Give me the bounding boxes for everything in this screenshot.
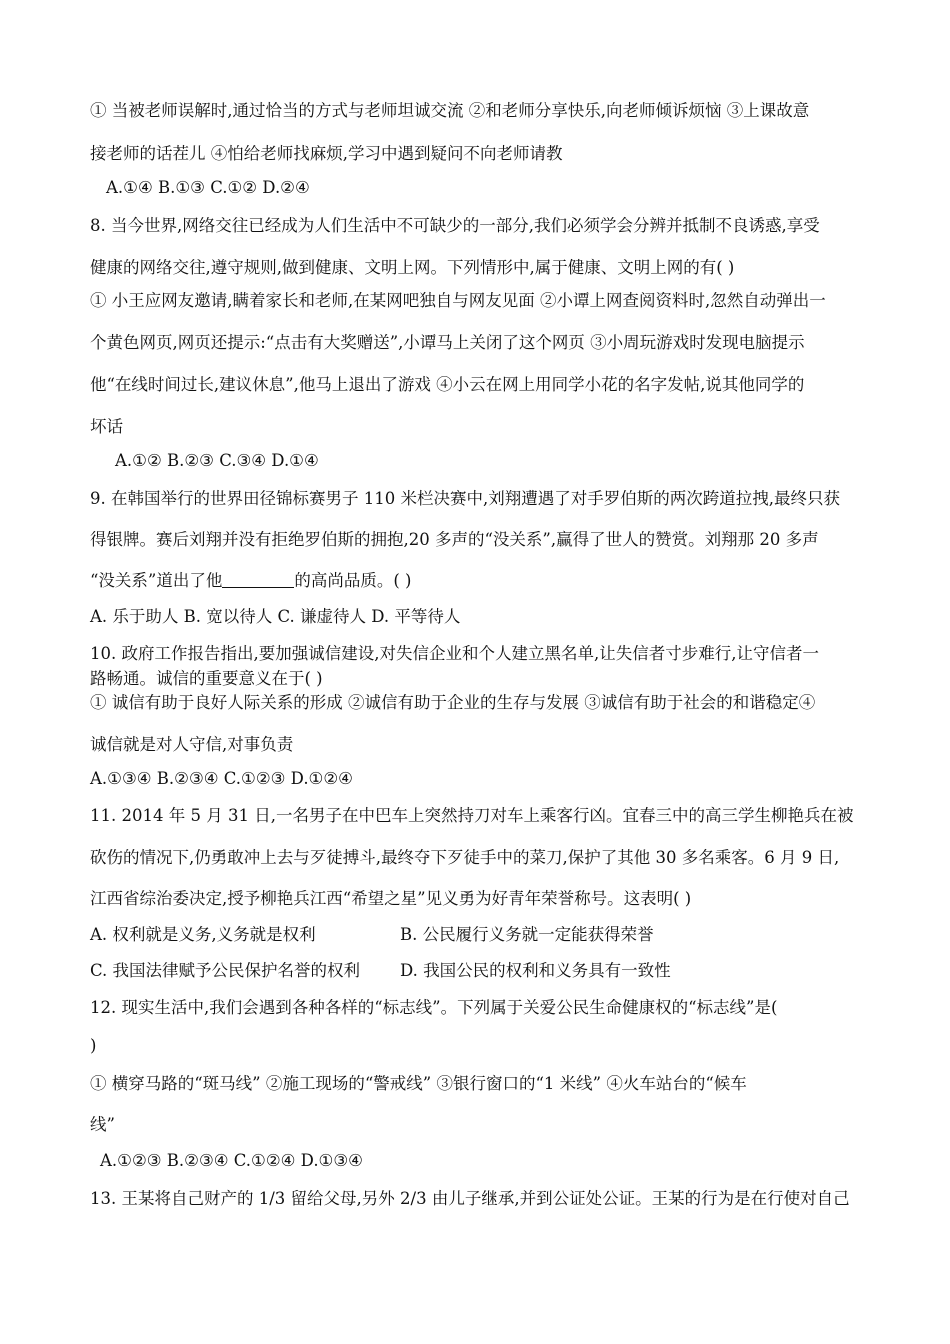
q8-options: A.①② B.②③ C.③④ D.①④ bbox=[115, 451, 319, 470]
q11-line-2: 砍伤的情况下,仍勇敢冲上去与歹徒搏斗,最终夺下歹徒手中的菜刀,保护了其他 30 多名乘客。6 月 9 日, bbox=[90, 848, 840, 867]
q12-options: A.①②③ B.②③④ C.①②④ D.①③④ bbox=[100, 1151, 363, 1170]
answer-blank bbox=[222, 571, 294, 588]
q8-line-4: 个黄色网页,网页还提示:“点击有大奖赠送”,小谭马上关闭了这个网页 ③小周玩游戏时发现电脑提示 bbox=[90, 333, 805, 352]
q8-line-3: ① 小王应网友邀请,瞒着家长和老师,在某网吧独自与网友见面 ②小谭上网查阅资料时,忽然自动弹出一 bbox=[90, 291, 826, 310]
q11-option-d: D. 我国公民的权利和义务具有一致性 bbox=[400, 961, 671, 980]
q12-line-4: 线” bbox=[90, 1115, 115, 1134]
q8-line-1: 8. 当今世界,网络交往已经成为人们生活中不可缺少的一部分,我们必须学会分辨并抵制不良诱惑,享受 bbox=[90, 216, 820, 235]
q11-line-3: 江西省综治委决定,授予柳艳兵江西“希望之星”见义勇为好青年荣誉称号。这表明( ) bbox=[90, 889, 692, 908]
q12-line-1: 12. 现实生活中,我们会遇到各种各样的“标志线”。下列属于关爱公民生命健康权的“标志线”是( bbox=[90, 998, 778, 1017]
q9-line-3-end: 的高尚品质。( ) bbox=[294, 571, 412, 590]
q10-line-4: 诚信就是对人守信,对事负责 bbox=[90, 735, 294, 754]
q9-line-3 bbox=[90, 570, 412, 592]
q9-options: A. 乐于助人 B. 宽以待人 C. 谦虚待人 D. 平等待人 bbox=[90, 607, 461, 626]
q12-line-3: ① 横穿马路的“斑马线” ②施工现场的“警戒线” ③银行窗口的“1 米线” ④火车站台的“候车 bbox=[90, 1074, 747, 1093]
q8-line-6: 坏话 bbox=[90, 417, 123, 436]
q7-line-1: ① 当被老师误解时,通过恰当的方式与老师坦诚交流 ②和老师分享快乐,向老师倾诉烦恼 ③上课故意 bbox=[90, 101, 810, 120]
q12-line-2: ) bbox=[90, 1036, 97, 1055]
q9-line-3-start: “没关系”道出了他 bbox=[90, 571, 223, 590]
q9-line-1: 9. 在韩国举行的世界田径锦标赛男子 110 米栏决赛中,刘翔遭遇了对手罗伯斯的两次跨道拉拽,最终只获 bbox=[90, 489, 840, 508]
q10-line-1: 10. 政府工作报告指出,要加强诚信建设,对失信企业和个人建立黑名单,让失信者寸步难行,让守信者一 bbox=[90, 644, 819, 663]
q11-option-b: B. 公民履行义务就一定能获得荣誉 bbox=[400, 925, 654, 944]
q8-line-2: 健康的网络交往,遵守规则,做到健康、文明上网。下列情形中,属于健康、文明上网的有( ) bbox=[90, 258, 735, 277]
q7-line-2: 接老师的话茬儿 ④怕给老师找麻烦,学习中遇到疑问不向老师请教 bbox=[90, 144, 563, 163]
q8-line-5: 他“在线时间过长,建议休息”,他马上退出了游戏 ④小云在网上用同学小花的名字发帖,说其他同学的 bbox=[90, 375, 805, 394]
q10-line-3: ① 诚信有助于良好人际关系的形成 ②诚信有助于企业的生存与发展 ③诚信有助于社会的和谐稳定④ bbox=[90, 693, 816, 712]
q11-option-c: C. 我国法律赋予公民保护名誉的权利 bbox=[90, 961, 361, 980]
q11-line-1: 11. 2014 年 5 月 31 日,一名男子在中巴车上突然持刀对车上乘客行凶。宜春三中的高三学生柳艳兵在被 bbox=[90, 806, 854, 825]
q10-options: A.①③④ B.②③④ C.①②③ D.①②④ bbox=[90, 769, 353, 788]
q9-line-2: 得银牌。赛后刘翔并没有拒绝罗伯斯的拥抱,20 多声的“没关系”,赢得了世人的赞赏。刘翔那 20 多声 bbox=[90, 530, 819, 549]
q10-line-2: 路畅通。诚信的重要意义在于( ) bbox=[90, 669, 323, 688]
q13-line-1: 13. 王某将自己财产的 1/3 留给父母,另外 2/3 由儿子继承,并到公证处公证。王某的行为是在行使对自己 bbox=[90, 1189, 850, 1208]
q7-options: A.①④ B.①③ C.①② D.②④ bbox=[106, 178, 310, 197]
q11-option-a: A. 权利就是义务,义务就是权利 bbox=[90, 925, 316, 944]
